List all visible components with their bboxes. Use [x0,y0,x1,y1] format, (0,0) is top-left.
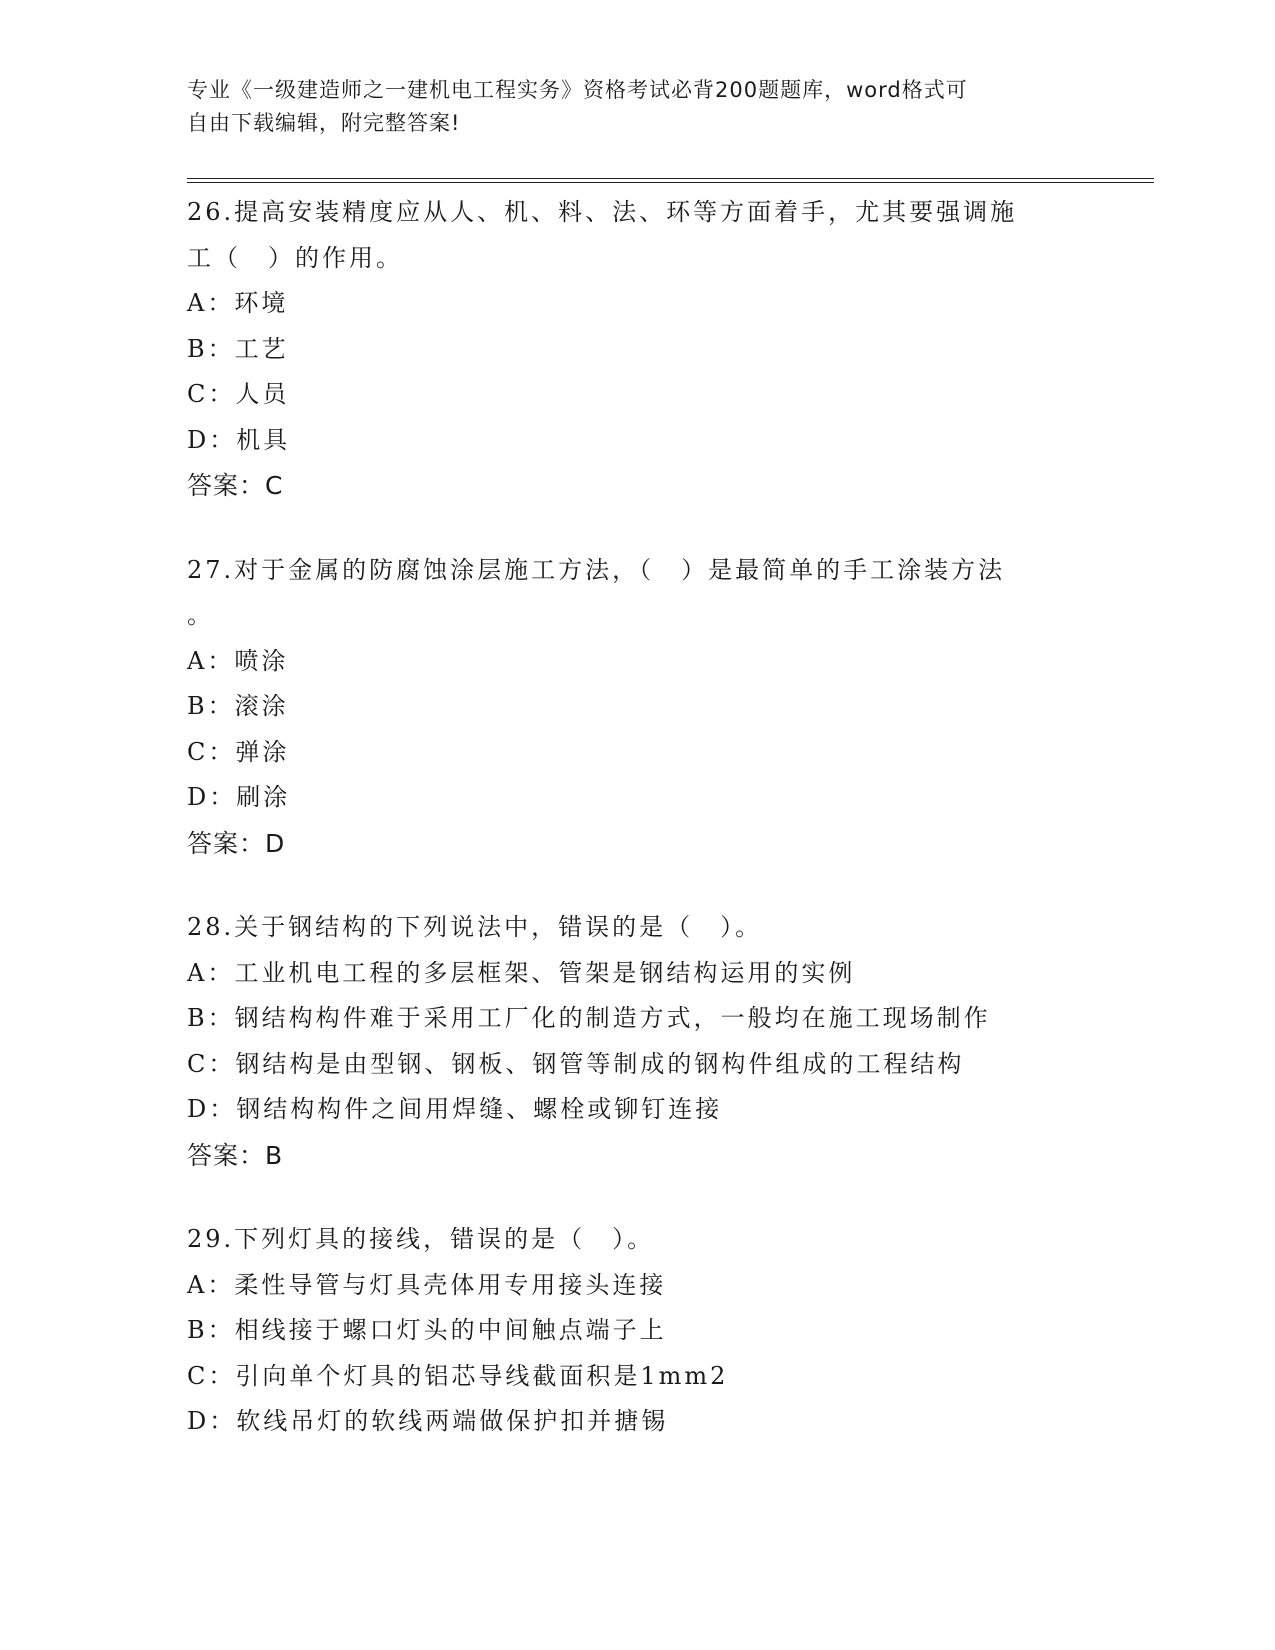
question-28 [187,905,1087,1178]
question-29 [187,1217,1087,1445]
option-c: C：钢结构是由型钢、钢板、钢管等制成的钢构件组成的工程结构 [187,1049,965,1078]
question-stem-line: 工（ ）的作用。 [187,243,403,272]
option-c: C：引向单个灯具的铝芯导线截面积是1mm2 [187,1361,729,1390]
document-header [187,74,1087,140]
option-a: A：柔性导管与灯具壳体用专用接头连接 [187,1270,667,1299]
header-line-1: 专业《一级建造师之一建机电工程实务》资格考试必背200题题库，word格式可 [187,78,968,102]
option-a: A：环境 [187,289,289,317]
answer-text: 答案：C [187,471,284,500]
answer-text: 答案：B [187,1140,284,1170]
option-a: A：喷涂 [187,646,289,675]
option-b: B：相线接于螺口灯头的中间触点端子上 [187,1316,667,1344]
option-c: C：人员 [187,380,290,408]
option-d: D：刷涂 [187,783,291,811]
option-b: B：钢结构构件难于采用工厂化的制造方式，一般均在施工现场制作 [187,1004,991,1032]
question-stem-line: 29.下列灯具的接线，错误的是（ ）。 [187,1225,655,1253]
question-26 [187,190,1087,509]
question-stem-line: 26.提高安装精度应从人、机、料、法、环等方面着手，尤其要强调施 [187,198,1018,226]
option-c: C：弹涂 [187,737,290,766]
option-d: D：软线吊灯的软线两端做保护扣并搪锡 [187,1407,669,1435]
question-list [187,190,1087,1484]
option-d: D：钢结构构件之间用焊缝、螺栓或铆钉连接 [187,1095,723,1123]
question-stem-line: 28.关于钢结构的下列说法中，错误的是（ ）。 [187,913,763,941]
option-b: B：滚涂 [187,692,289,720]
question-stem-line: 。 [187,601,214,629]
option-d: D：机具 [187,425,291,454]
header-line-2: 自由下载编辑，附完整答案! [187,111,461,135]
question-27 [187,548,1087,867]
question-stem-line: 27.对于金属的防腐蚀涂层施工方法，（ ）是最简单的手工涂装方法 [187,555,1006,584]
answer-text: 答案：D [187,828,286,858]
header-divider [187,178,1154,183]
option-b: B：工艺 [187,334,289,363]
option-a: A：工业机电工程的多层框架、管架是钢结构运用的实例 [187,958,856,987]
